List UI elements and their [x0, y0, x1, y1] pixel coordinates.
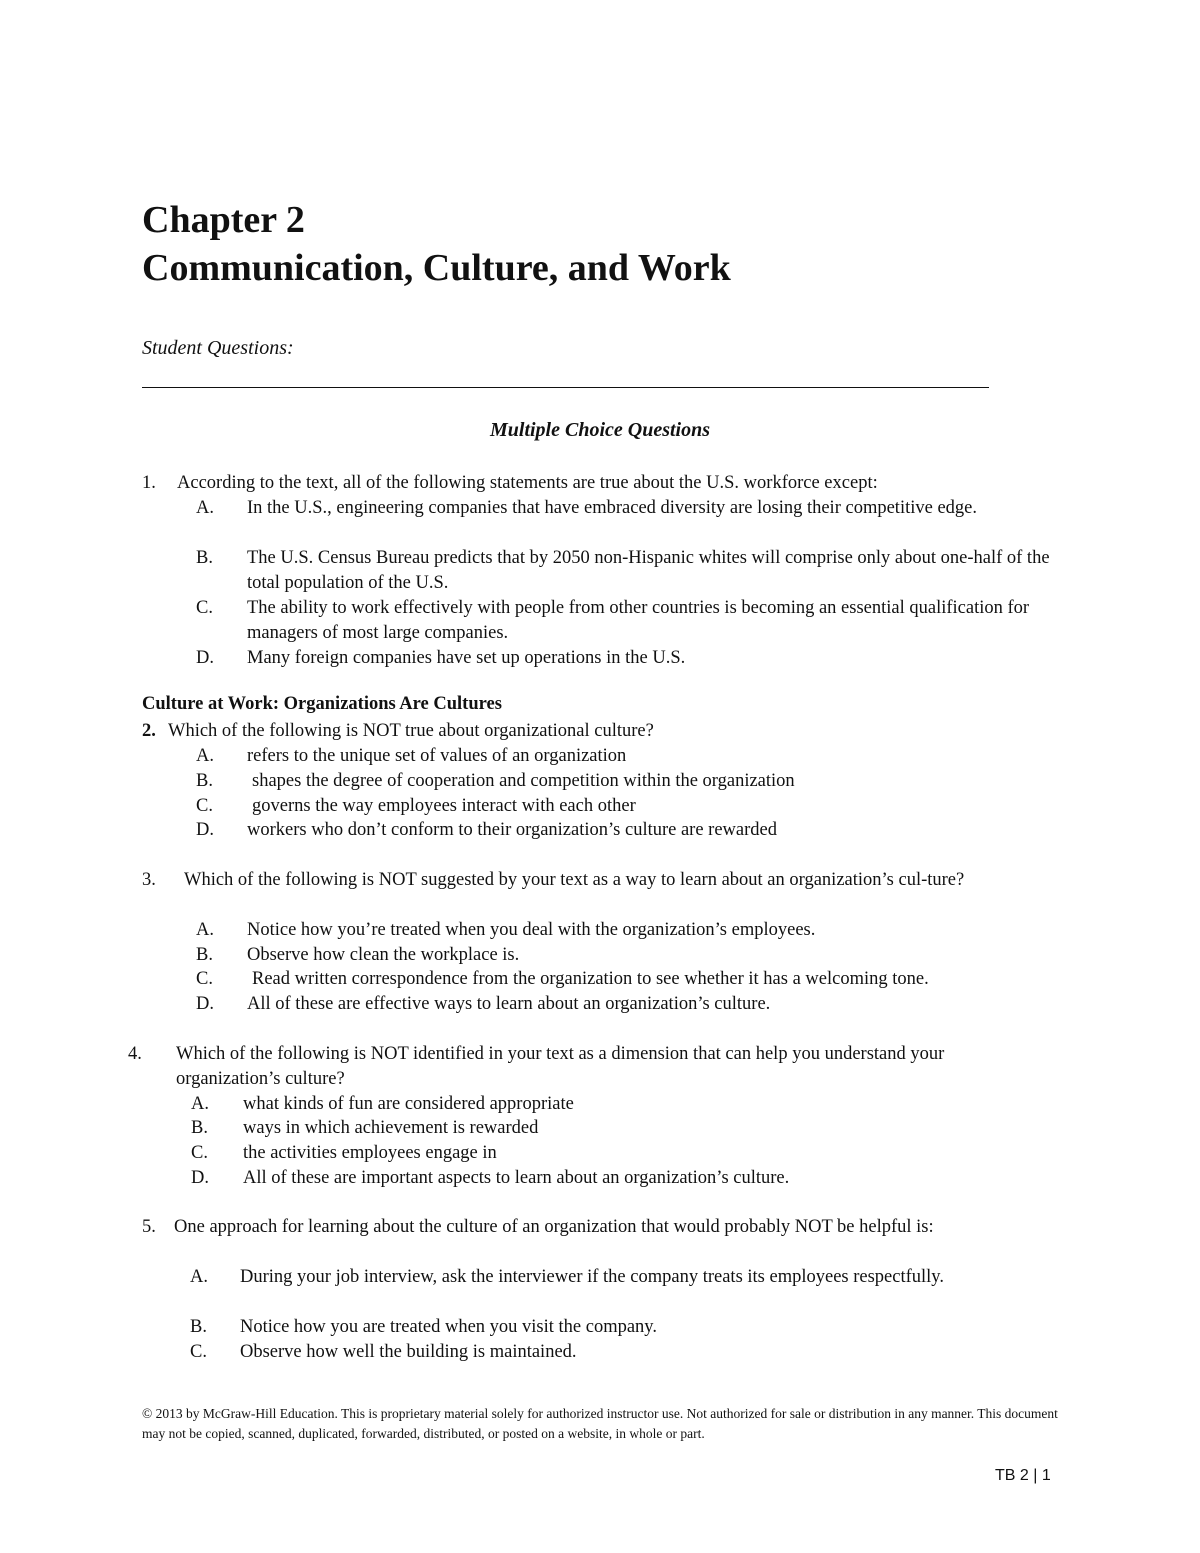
option-text: ways in which achievement is rewarded: [243, 1118, 539, 1138]
option-label: C.: [196, 598, 213, 618]
chapter-title: Communication, Culture, and Work: [142, 247, 731, 289]
question-stem: One approach for learning about the culture of an organization that would probably NOT be helpful is:: [174, 1217, 934, 1237]
option-text: workers who don’t conform to their organization’s culture are rewarded: [247, 820, 777, 840]
option-text: Observe how well the building is maintained.: [240, 1342, 577, 1362]
option-label: C.: [196, 969, 213, 989]
question-number: 4.: [128, 1044, 142, 1064]
question-number: 5.: [142, 1217, 156, 1237]
copyright-footer: © 2013 by McGraw-Hill Education. This is proprietary material solely for authorized instructor use. Not authorized for sale or distribution in any manner. This document may not be copied, scanned, duplicated, forwarded, distributed, or posted on a website, in whole or part.: [142, 1406, 1058, 1441]
question-stem: According to the text, all of the following statements are true about the U.S. workforce except:: [177, 473, 878, 493]
option-text: Many foreign companies have set up operations in the U.S.: [247, 648, 686, 668]
option-text: Notice how you’re treated when you deal with the organization’s employees.: [247, 920, 816, 940]
option-text: The U.S. Census Bureau predicts that by 2050 non-Hispanic whites will comprise only about one-half of the total population of the U.S.: [247, 548, 1050, 593]
option-label: B.: [196, 548, 213, 568]
option-label: B.: [196, 945, 213, 965]
option-text: shapes the degree of cooperation and competition within the organization: [252, 771, 795, 791]
option-text: what kinds of fun are considered appropriate: [243, 1094, 574, 1114]
question-number: 2.: [142, 721, 156, 741]
option-label: D.: [191, 1168, 209, 1188]
option-label: B.: [196, 771, 213, 791]
option-text: All of these are effective ways to learn about an organization’s culture.: [247, 994, 771, 1014]
question-stem: Which of the following is NOT identified in your text as a dimension that can help you understand your organization’s culture?: [176, 1044, 945, 1089]
option-label: D.: [196, 820, 214, 840]
divider-line: [142, 387, 989, 388]
option-label: D.: [196, 648, 214, 668]
option-label: C.: [191, 1143, 208, 1163]
option-label: A.: [196, 498, 214, 518]
option-label: A.: [190, 1267, 208, 1287]
option-text: All of these are important aspects to learn about an organization’s culture.: [243, 1168, 790, 1188]
option-text: governs the way employees interact with each other: [252, 796, 636, 816]
option-text: The ability to work effectively with people from other countries is becoming an essential qualification for managers of most large companies.: [247, 598, 1030, 643]
option-label: D.: [196, 994, 214, 1014]
option-text: Read written correspondence from the organization to see whether it has a welcoming tone.: [252, 969, 929, 989]
page-number: TB 2 | 1: [995, 1467, 1051, 1484]
page-title: [142, 196, 731, 292]
option-label: B.: [191, 1118, 208, 1138]
option-text: refers to the unique set of values of an organization: [247, 746, 627, 766]
option-label: A.: [196, 920, 214, 940]
subsection-heading: Culture at Work: Organizations Are Cultures: [142, 694, 502, 714]
question-stem: Which of the following is NOT true about organizational culture?: [168, 721, 654, 741]
question-number: 3.: [142, 870, 156, 890]
option-label: A.: [191, 1094, 209, 1114]
option-label: A.: [196, 746, 214, 766]
option-label: B.: [190, 1317, 207, 1337]
question-number: 1.: [142, 473, 156, 493]
question-stem: Which of the following is NOT suggested by your text as a way to learn about an organization’s cul-ture?: [184, 870, 965, 890]
option-label: C.: [190, 1342, 207, 1362]
option-text: In the U.S., engineering companies that have embraced diversity are losing their competitive edge.: [247, 498, 977, 518]
option-text: During your job interview, ask the interviewer if the company treats its employees respectfully.: [240, 1267, 944, 1287]
section-title: Multiple Choice Questions: [489, 419, 711, 441]
option-text: the activities employees engage in: [243, 1143, 497, 1163]
student-questions-label: Student Questions:: [142, 337, 294, 359]
chapter-number: Chapter 2: [142, 199, 305, 241]
option-label: C.: [196, 796, 213, 816]
option-text: Observe how clean the workplace is.: [247, 945, 520, 965]
option-text: Notice how you are treated when you visit the company.: [240, 1317, 657, 1337]
